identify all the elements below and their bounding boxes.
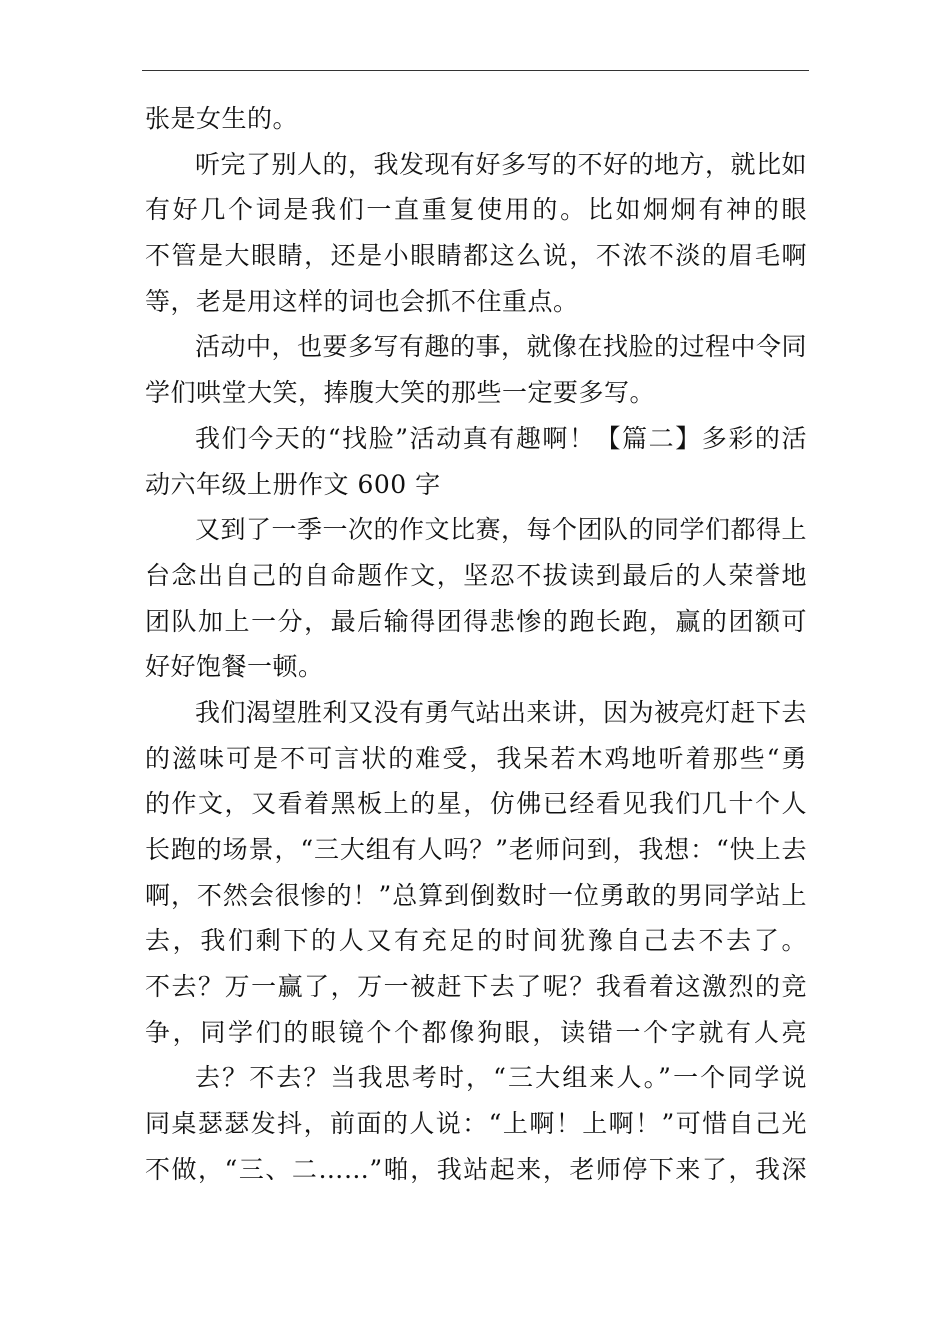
text-line: 不做，“三、二……”啪，我站起来，老师停下来了，我深 [145, 1154, 807, 1184]
text-line: 长跑的场景，“三大组有人吗？”老师问到，我想：“快上去 [145, 835, 807, 864]
text-line: 去？不去？当我思考时，“三大组来人。”一个同学说 [195, 1063, 807, 1093]
text-line: 台念出自己的自命题作文，坚忍不拔读到最后的人荣誉地 [145, 560, 807, 590]
text-line: 我们渴望胜利又没有勇气站出来讲，因为被亮灯赶下去 [195, 697, 807, 727]
text-line: 学们哄堂大笑，捧腹大笑的那些一定要多写。 [145, 378, 656, 408]
text-line: 又到了一季一次的作文比赛，每个团队的同学们都得上 [195, 515, 807, 545]
text-line: 等，老是用这样的词也会抓不住重点。 [145, 286, 579, 316]
text-line: 争，同学们的眼镜个个都像狗眼，读错一个字就有人亮 [145, 1017, 807, 1047]
text-line: 同桌瑟瑟发抖，前面的人说：“上啊！上啊！”可惜自己光 [145, 1109, 807, 1139]
text-line: 的滋味可是不可言状的难受，我呆若木鸡地听着那些“勇 [145, 743, 807, 773]
text-line: 听完了别人的，我发现有好多写的不好的地方，就比如 [195, 149, 807, 179]
text-line: 的作文，又看着黑板上的星，仿佛已经看见我们几十个人 [145, 789, 807, 819]
text-line: 不去？万一赢了，万一被赶下去了呢？我看着这激烈的竞 [145, 972, 807, 1002]
text-line: 张是女生的。 [145, 104, 299, 133]
text-line: 我们今天的“找脸”活动真有趣啊！【篇二】多彩的活 [195, 423, 807, 453]
text-line: 去，我们剩下的人又有充足的时间犹豫自己去不去了。 [145, 926, 807, 956]
header-divider [142, 70, 809, 71]
text-line: 动六年级上册作文 600 字 [145, 469, 441, 499]
text-line: 不管是大眼睛，还是小眼睛都这么说，不浓不淡的眉毛啊 [145, 241, 807, 271]
text-line: 啊，不然会很惨的！”总算到倒数时一位勇敢的男同学站上 [145, 880, 807, 910]
text-line: 活动中，也要多写有趣的事，就像在找脸的过程中令同 [195, 332, 807, 362]
text-line: 好好饱餐一顿。 [145, 652, 324, 682]
document-body [145, 96, 807, 1193]
text-line: 团队加上一分，最后输得团得悲惨的跑长跑，赢的团额可 [145, 606, 807, 636]
text-line: 有好几个词是我们一直重复使用的。比如炯炯有神的眼 [145, 195, 807, 225]
